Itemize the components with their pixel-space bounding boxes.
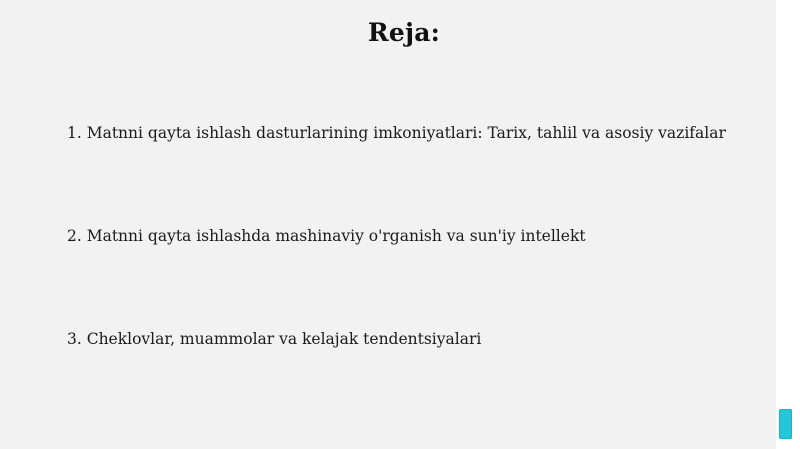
plan-item-1: 1. Matnni qayta ishlash dasturlarining imkoniyatlari: Tarix, tahlil va asosiy vazifalar bbox=[67, 124, 726, 142]
plan-item-2: 2. Matnni qayta ishlashda mashinaviy o'rganish va sun'iy intellekt bbox=[67, 227, 586, 245]
scrollbar-thumb[interactable] bbox=[779, 409, 792, 439]
plan-item-3: 3. Cheklovlar, muammolar va kelajak tendentsiyalari bbox=[67, 330, 482, 348]
scrollbar-track[interactable] bbox=[776, 0, 800, 449]
slide-title: Reja: bbox=[367, 18, 441, 47]
